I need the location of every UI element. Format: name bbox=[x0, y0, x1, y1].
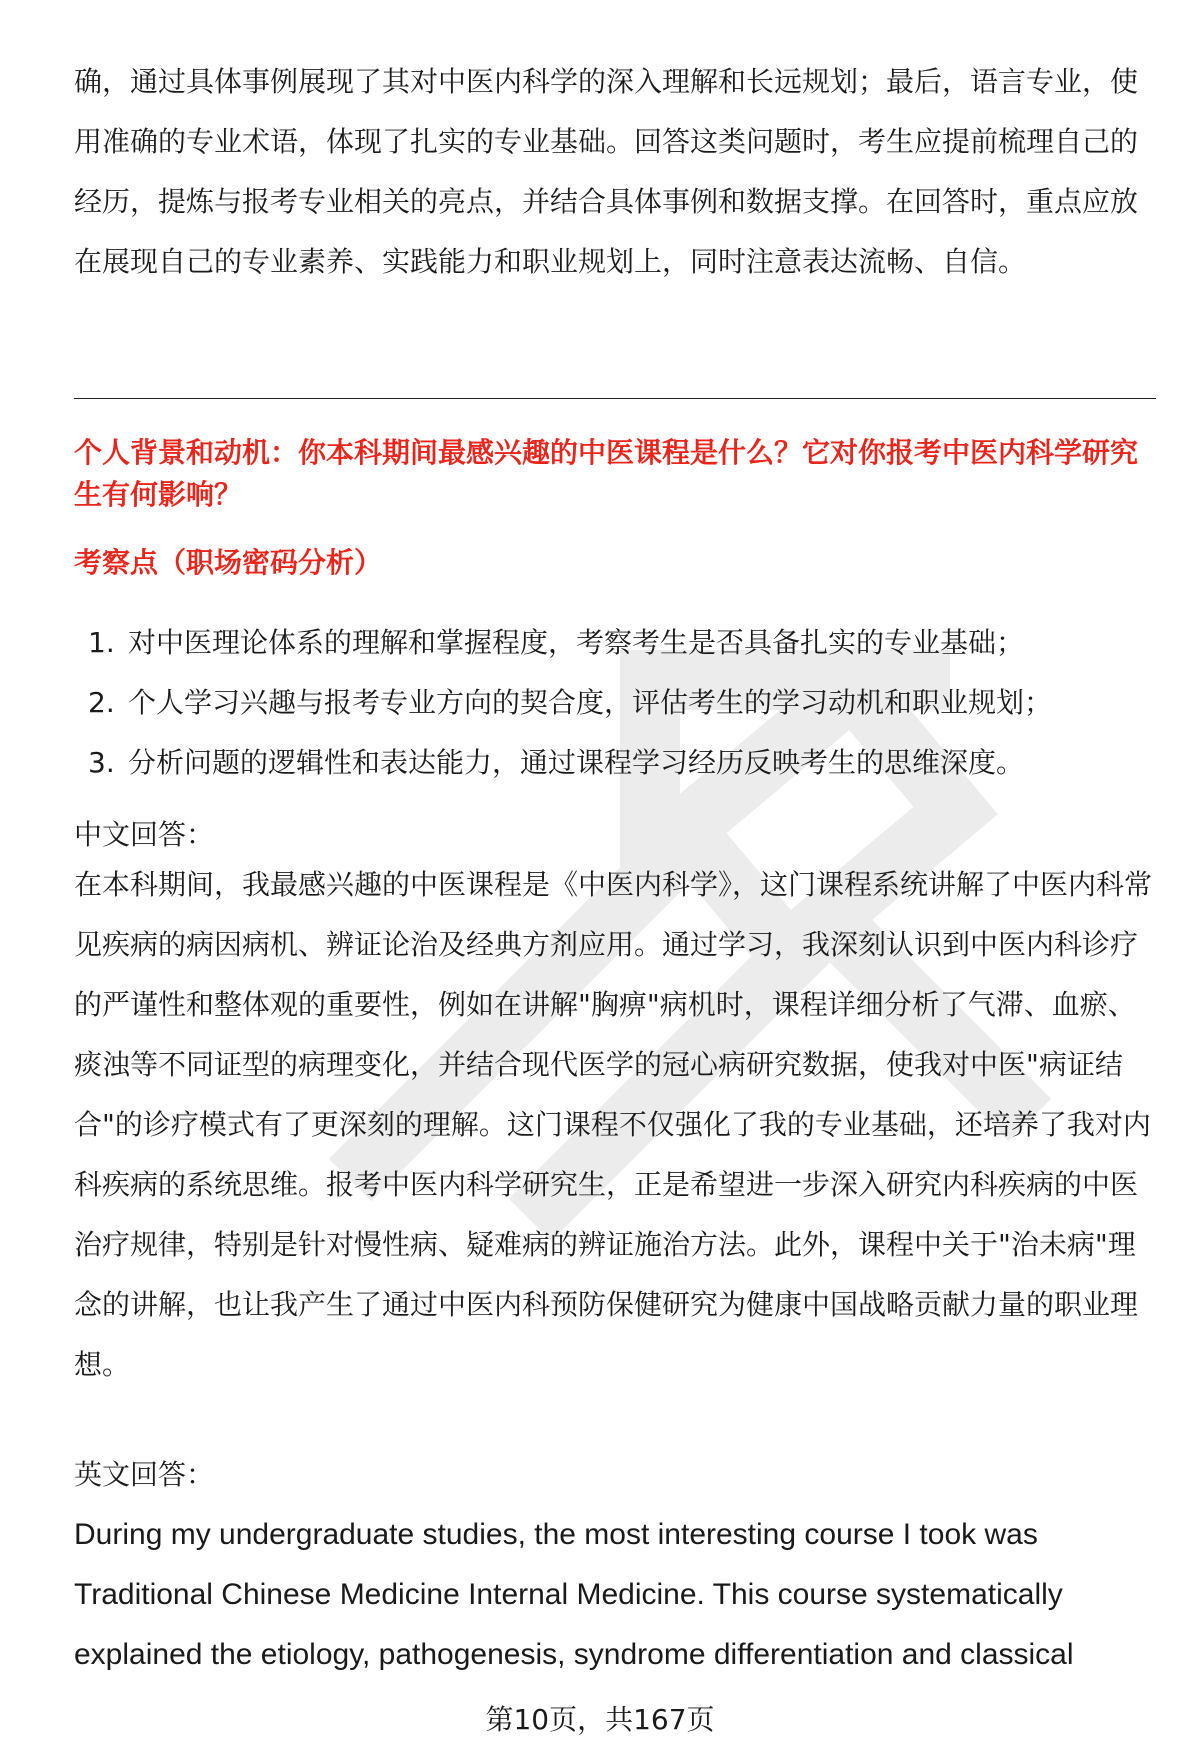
intro-paragraph: 确，通过具体事例展现了其对中医内科学的深入理解和长远规划；最后，语言专业，使用准确的专业术语，体现了扎实的专业基础。回答这类问题时，考生应提前梳理自己的经历，提炼与报考专业相关的亮点，并结合具体事例和数据支撑。在回答时，重点应放在展现自己的专业素养、实践能力和职业规划上，同时注意表达流畅、自信。 bbox=[74, 65, 1139, 278]
assessment-heading: 考察点（职场密码分析） bbox=[74, 546, 383, 579]
list-text: 分析问题的逻辑性和表达能力，通过课程学习经历反映考生的思维深度。 bbox=[128, 746, 1025, 779]
list-text: 个人学习兴趣与报考专业方向的契合度，评估考生的学习动机和职业规划； bbox=[128, 686, 1053, 719]
list-text: 对中医理论体系的理解和掌握程度，考察考生是否具备扎实的专业基础； bbox=[128, 626, 1025, 659]
chinese-answer-label: 中文回答： bbox=[74, 818, 215, 851]
intro-section bbox=[74, 52, 1154, 292]
list-number: 1. bbox=[88, 626, 115, 659]
english-answer-line: Traditional Chinese Medicine Internal Medicine. This course systematically bbox=[74, 1578, 1063, 1611]
question-title: 个人背景和动机：你本科期间最感兴趣的中医课程是什么？它对你报考中医内科学研究生有何影响？ bbox=[74, 436, 1139, 511]
section-divider bbox=[74, 398, 1156, 399]
english-answer-label-block bbox=[74, 1445, 1154, 1505]
list-number: 3. bbox=[88, 746, 115, 779]
list-number: 2. bbox=[88, 686, 115, 719]
english-answer-line: explained the etiology, pathogenesis, syndrome differentiation and classical bbox=[74, 1638, 1074, 1671]
list-item bbox=[74, 673, 1154, 733]
chinese-answer-block bbox=[74, 855, 1154, 1395]
english-answer-line: During my undergraduate studies, the most interesting course I took was bbox=[74, 1518, 1038, 1551]
english-answer-label: 英文回答： bbox=[74, 1458, 215, 1491]
english-answer-block bbox=[74, 1505, 1154, 1685]
assessment-list bbox=[74, 613, 1154, 793]
chinese-answer: 在本科期间，我最感兴趣的中医课程是《中医内科学》，这门课程系统讲解了中医内科常见疾病的病因病机、辨证论治及经典方剂应用。通过学习，我深刻认识到中医内科诊疗的严谨性和整体观的重要性，例如在讲解"胸痹"病机时，课程详细分析了气滞、血瘀、痰浊等不同证型的病理变化，并结合现代医学的冠心病研究数据，使我对中医"病证结合"的诊疗模式有了更深刻的理解。这门课程不仅强化了我的专业基础，还培养了我对内科疾病的系统思维。报考中医内科学研究生，正是希望进一步深入研究内科疾病的中医治疗规律，特别是针对慢性病、疑难病的辨证施治方法。此外，课程中关于"治未病"理念的讲解，也让我产生了通过中医内科预防保健研究为健康中国战略贡献力量的职业理想。 bbox=[74, 868, 1153, 1381]
list-item bbox=[74, 733, 1154, 793]
page-footer: 第10页，共167页 bbox=[485, 1703, 715, 1736]
list-item bbox=[74, 613, 1154, 673]
